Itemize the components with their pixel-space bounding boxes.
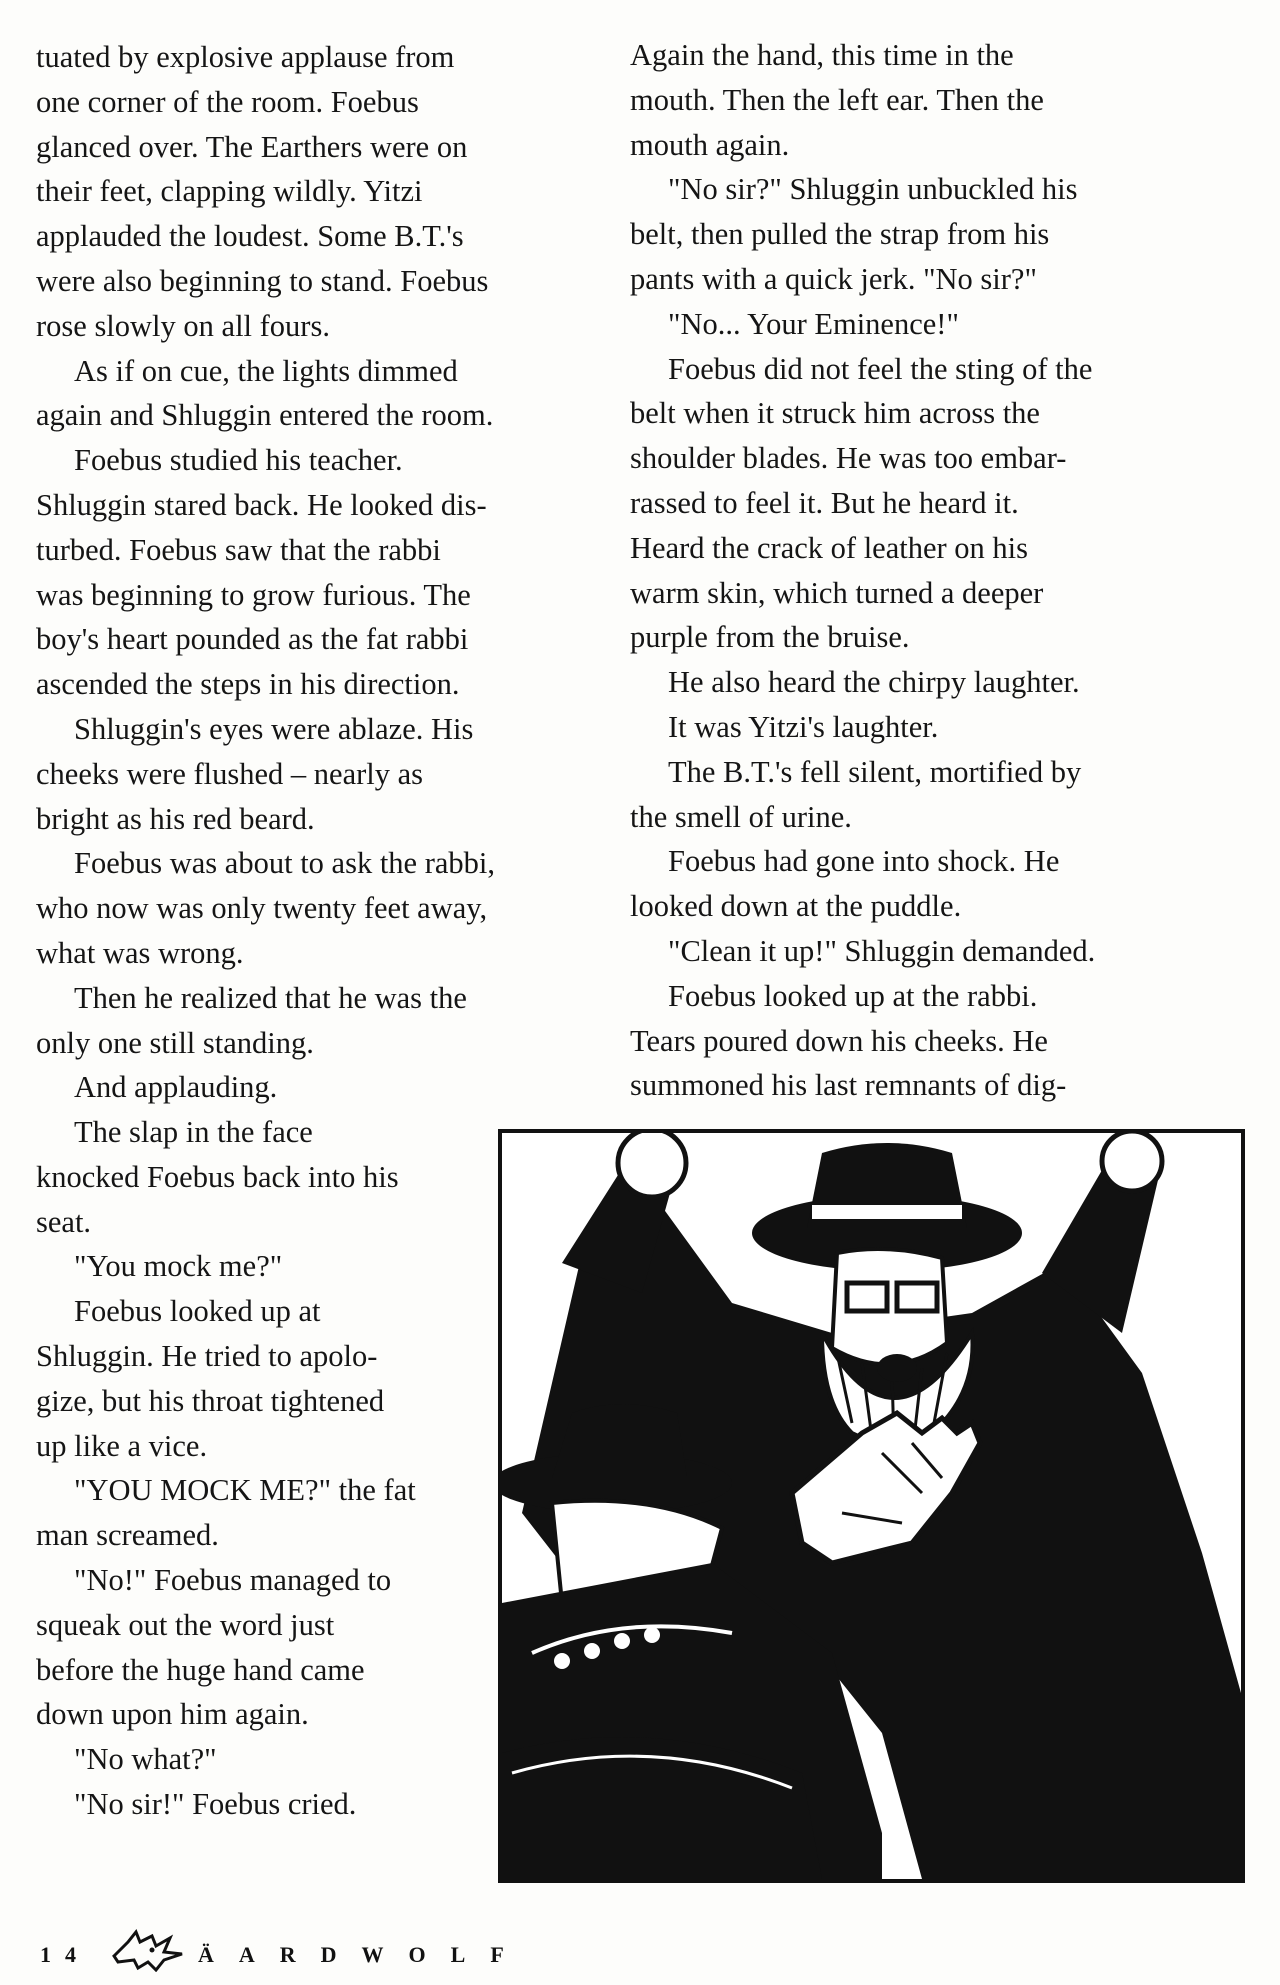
text-line: their feet, clapping wildly. Yitzi xyxy=(36,174,423,209)
text-line: up like a vice. xyxy=(36,1428,208,1463)
text-line: shoulder blades. He was too embar- xyxy=(630,441,1067,476)
text-line: "No sir!" Foebus cried. xyxy=(74,1786,357,1821)
text-line: pants with a quick jerk. "No sir?" xyxy=(630,261,1037,296)
text-line: the smell of urine. xyxy=(630,799,852,834)
text-line: Foebus was about to ask the rabbi, xyxy=(74,846,495,881)
rabbi-fist-left xyxy=(618,1133,686,1197)
text-line: was beginning to grow furious. The xyxy=(36,577,471,612)
text-line: one corner of the room. Foebus xyxy=(36,84,419,119)
text-line: "Clean it up!" Shluggin demanded. xyxy=(668,933,1096,968)
text-line: "YOU MOCK ME?" the fat xyxy=(74,1473,416,1508)
text-line: The slap in the face xyxy=(74,1115,313,1149)
text-line: Tears poured down his cheeks. He xyxy=(630,1023,1048,1058)
text-line: glanced over. The Earthers were on xyxy=(36,129,468,164)
text-line: bright as his red beard. xyxy=(36,801,315,836)
text-line: Then he realized that he was the xyxy=(74,980,467,1015)
rabbi-hat-band xyxy=(812,1205,962,1219)
text-line: belt, then pulled the strap from his xyxy=(630,217,1050,252)
text-line: belt when it struck him across the xyxy=(630,396,1040,431)
text-line: Shluggin. He tried to apolo- xyxy=(36,1338,378,1373)
text-line: before the huge hand came xyxy=(36,1652,365,1687)
right-text-column xyxy=(630,33,1230,1108)
text-line: It was Yitzi's laughter. xyxy=(668,709,939,744)
text-line: purple from the bruise. xyxy=(630,620,910,655)
text-line: Foebus looked up at the rabbi. xyxy=(668,978,1038,1013)
text-line: down upon him again. xyxy=(36,1697,309,1732)
text-line: Foebus looked up at xyxy=(74,1294,321,1329)
text-line: Again the hand, this time in the xyxy=(630,38,1014,72)
text-line: turbed. Foebus saw that the rabbi xyxy=(36,532,441,567)
text-line: what was wrong. xyxy=(36,935,244,970)
text-line: mouth. Then the left ear. Then the xyxy=(630,82,1044,117)
text-line: seat. xyxy=(36,1204,92,1239)
text-line: rassed to feel it. But he heard it. xyxy=(630,485,1019,520)
text-line: Shluggin stared back. He looked dis- xyxy=(36,487,487,522)
text-line: knocked Foebus back into his xyxy=(36,1159,399,1194)
text-line: Heard the crack of leather on his xyxy=(630,530,1029,565)
text-line: cheeks were flushed – nearly as xyxy=(36,756,424,791)
wolf-head-icon xyxy=(108,1928,188,1977)
text-line: Foebus had gone into shock. He xyxy=(668,844,1060,879)
text-line: And applauding. xyxy=(74,1070,278,1105)
left-text-column xyxy=(36,35,576,1110)
text-line: applauded the loudest. Some B.T.'s xyxy=(36,219,464,254)
text-line: gize, but his throat tightened xyxy=(36,1383,385,1418)
text-line: rose slowly on all fours. xyxy=(36,308,330,343)
text-line: ascended the steps in his direction. xyxy=(36,667,460,702)
text-line: "You mock me?" xyxy=(74,1249,283,1284)
text-line: only one still standing. xyxy=(36,1025,314,1060)
boy-hat-crown xyxy=(552,1404,687,1478)
text-line: looked down at the puddle. xyxy=(630,889,962,924)
text-line: warm skin, which turned a deeper xyxy=(630,575,1044,610)
rabbi-fist-right xyxy=(1102,1133,1162,1191)
text-line: "No sir?" Shluggin unbuckled his xyxy=(668,172,1078,207)
magazine-name: ÄARDWOLF xyxy=(198,1942,529,1967)
text-line: "No!" Foebus managed to xyxy=(74,1562,392,1597)
text-line: tuated by explosive applause from xyxy=(36,40,455,74)
text-line: "No what?" xyxy=(74,1742,217,1777)
text-line: Foebus studied his teacher. xyxy=(74,443,403,478)
text-line: summoned his last remnants of dig- xyxy=(630,1068,1067,1103)
text-line: were also beginning to stand. Foebus xyxy=(36,263,489,298)
rabbi-mouth xyxy=(877,1354,917,1382)
text-line: He also heard the chirpy laughter. xyxy=(668,665,1080,700)
text-line: "No... Your Eminence!" xyxy=(668,306,959,341)
text-line: man screamed. xyxy=(36,1518,219,1553)
text-line: who now was only twenty feet away, xyxy=(36,891,488,926)
text-line: mouth again. xyxy=(630,127,790,162)
page-footer xyxy=(40,1928,640,1968)
text-line: Shluggin's eyes were ablaze. His xyxy=(74,711,474,746)
text-line: boy's heart pounded as the fat rabbi xyxy=(36,622,469,657)
text-line: Foebus did not feel the sting of the xyxy=(668,351,1093,386)
page-number: 14 xyxy=(40,1942,90,1967)
left-lower-text-column xyxy=(36,1110,466,1827)
comic-illustration xyxy=(498,1129,1245,1883)
text-line: The B.T.'s fell silent, mortified by xyxy=(668,754,1082,789)
text-line: again and Shluggin entered the room. xyxy=(36,398,494,433)
text-line: As if on cue, the lights dimmed xyxy=(74,353,458,388)
text-line: squeak out the word just xyxy=(36,1607,335,1642)
